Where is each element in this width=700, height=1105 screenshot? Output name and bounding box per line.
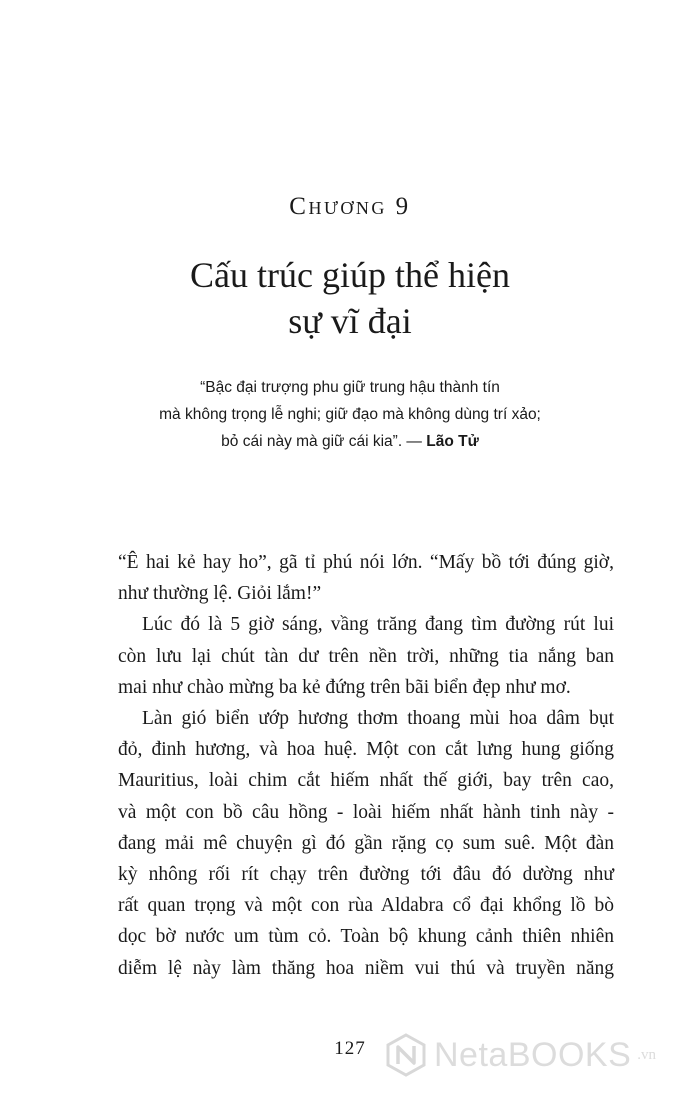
page-number: 127 [334,1038,366,1059]
body-line: Lúc đó là 5 giờ sáng, vầng trăng đang tìm đường rút lui [142,614,614,636]
body-line: mai như chào mừng ba kẻ đứng trên bãi biển đẹp như mơ. [118,676,571,698]
body-line: kỳ nhông rối rít chạy trên đường tới đâu đó dường như [118,864,614,886]
chapter-title-line: Cấu trúc giúp thể hiện [190,255,510,295]
body-text [118,547,614,984]
epigraph-line: mà không trọng lễ nghi; giữ đạo mà không dùng trí xảo; [159,406,541,423]
epigraph-author: Lão Tử [426,433,479,450]
body-line: “Ê hai kẻ hay ho”, gã tỉ phú nói lớn. “Mấy bồ tới đúng giờ, [118,552,614,573]
chapter-title [0,252,700,344]
chapter-label: Chương 9 [289,193,411,220]
watermark-text: NetaBOOKS [434,1036,632,1074]
watermark-suffix: .vn [637,1046,656,1063]
body-line: diễm lệ này làm thăng hoa niềm vui thú và truyền năng [118,957,614,979]
body-line: và một con bồ câu hồng - loài hiếm nhất hành tinh này - [118,801,614,823]
body-line: dọc bờ nước um tùm cỏ. Toàn bộ khung cảnh thiên nhiên [118,926,614,948]
watermark [384,1033,656,1077]
epigraph-line-text: bỏ cái này mà giữ cái kia”. — [221,433,422,450]
epigraph [0,374,700,455]
body-line: như thường lệ. Giỏi lắm!” [118,583,322,605]
chapter-title-line: sự vĩ đại [288,301,412,341]
body-line: Làn gió biển ướp hương thơm thoang mùi hoa dâm bụt [142,708,614,730]
body-line: đỏ, đinh hương, và hoa huệ. Một con cắt lưng hung giống [118,739,614,761]
body-line: đang mải mê chuyện gì đó gần rặng cọ sum suê. Một đàn [118,832,614,854]
epigraph-line: “Bậc đại trượng phu giữ trung hậu thành tín [200,379,500,396]
body-line: còn lưu lại chút tàn dư trên nền trời, những tia nắng ban [118,645,614,667]
body-line: rất quan trọng và một con rùa Aldabra cổ đại khổng lồ bò [118,895,614,917]
body-line: Mauritius, loài chim cắt hiếm nhất thế giới, bay trên cao, [118,770,614,792]
epigraph-line [0,428,700,455]
netabooks-logo-icon [384,1033,428,1077]
